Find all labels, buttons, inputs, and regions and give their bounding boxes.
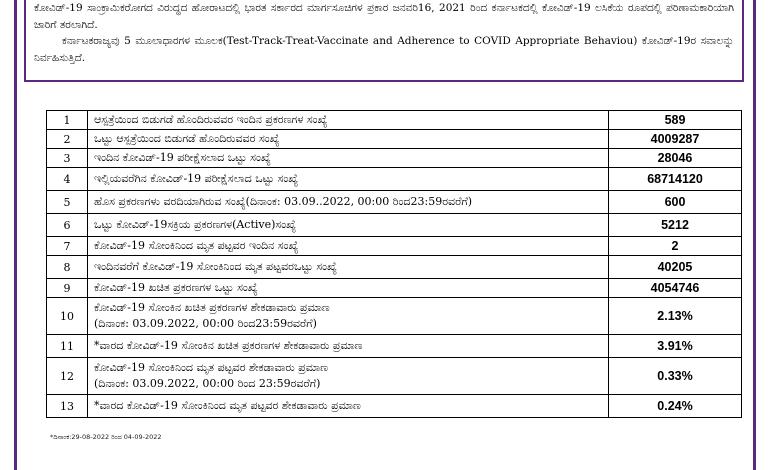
row-description: ಹೊಸ ಪ್ರಕರಣಗಳು ವರದಿಯಾಗಿರುವ ಸಂಖ್ಯೆ(ದಿನಾಂಕ: 03.09..2022, 00:00 ರಿಂದ23:59ರವರೆಗೆ) [88, 191, 609, 214]
row-description: ಆಸ್ಪತ್ರೆಯಿಂದ ಬಿಡುಗಡೆ ಹೊಂದಿರುವವರ ಇಂದಿನ ಪ್ರಕರಣಗಳ ಸಂಖ್ಯೆ [88, 111, 609, 130]
row-value: 0.33% [609, 358, 742, 395]
row-number: 2 [47, 130, 88, 149]
row-number: 5 [47, 191, 88, 214]
table-row [47, 214, 742, 237]
intro-paragraph-2: ಕರ್ನಾಟಕರಾಜ್ಯವು 5 ಮೂಲಾಧಾರಗಳ ಮೂಲಕ(Test-Track-Treat-Vaccinate and Adherence to COVID Appropriate Behaviou) ಕೋವಿಡ್-19ರ ಸವಾಲನ್ನು ನಿರ್ವಹಿಸುತ್ತಿದೆ. [34, 35, 734, 64]
row-value: 3.91% [609, 335, 742, 358]
row-number: 11 [47, 335, 88, 358]
intro-paragraph-1: ಕೋವಿಡ್-19 ಸಾಂಕ್ರಾಮಿಕರೋಗದ ವಿರುದ್ಧದ ಹೋರಾಟದಲ್ಲಿ ಭಾರತ ಸರ್ಕಾರದ ಮಾರ್ಗಸೂಚಿಗಳ ಪ್ರಕಾರ ಜನವರಿ16, 2021 ರಿಂದ ಕರ್ನಾಟಕದಲ್ಲಿ ಕೋವಿಡ್-19 ಲಸಿಕೆಯ ರೂಪದಲ್ಲಿ ಪರಿಣಾಮಕಾರಿಯಾಗಿ ಜಾರಿಗೆ ತರಲಾಗಿದೆ. [34, 2, 734, 31]
row-value: 2.13% [609, 298, 742, 335]
row-number: 8 [47, 256, 88, 279]
row-number: 10 [47, 298, 88, 335]
row-description: *ವಾರದ ಕೋವಿಡ್-19 ಸೋಂಕಿನ ಖಚಿತ ಪ್ರಕರಣಗಳ ಶೇಕಡಾವಾರು ಪ್ರಮಾಣ [88, 335, 609, 358]
table-row [47, 395, 742, 418]
table-row [47, 279, 742, 298]
row-number: 4 [47, 168, 88, 191]
table-row [47, 191, 742, 214]
table-row [47, 111, 742, 130]
row-value: 589 [609, 111, 742, 130]
row-description: ಒಟ್ಟು ಆಸ್ಪತ್ರೆಯಿಂದ ಬಿಡುಗಡೆ ಹೊಂದಿರುವವರ ಸಂಖ್ಯೆ [88, 130, 609, 149]
intro-box [24, 0, 744, 82]
row-value: 0.24% [609, 395, 742, 418]
row-value: 40205 [609, 256, 742, 279]
table-row [47, 358, 742, 395]
table-row [47, 149, 742, 168]
row-description: *ವಾರದ ಕೋವಿಡ್-19 ಸೋಂಕಿನಿಂದ ಮೃತ ಪಟ್ಟವರ ಶೇಕಡಾವಾರು ಪ್ರಮಾಣ [88, 395, 609, 418]
table-row [47, 256, 742, 279]
row-value: 68714120 [609, 168, 742, 191]
row-value: 28046 [609, 149, 742, 168]
row-value: 4054746 [609, 279, 742, 298]
row-description [88, 358, 609, 395]
row-description-line-1: ಕೋವಿಡ್-19 ಸೋಂಕಿನಿಂದ ಮೃತ ಪಟ್ಟವರ ಶೇಕಡಾವಾರು ಪ್ರಮಾಣ [94, 361, 328, 374]
row-value: 2 [609, 237, 742, 256]
row-description-line-2: (ದಿನಾಂಕ: 03.09.2022, 00:00 ರಿಂದ23:59ರವರೆಗೆ) [94, 317, 317, 330]
row-number: 7 [47, 237, 88, 256]
row-description: ಇಲ್ಲಿಯವರೆಗಿನ ಕೋವಿಡ್-19 ಪರೀಕ್ಷೆಸಲಾದ ಒಟ್ಟು ಸಂಖ್ಯೆ [88, 168, 609, 191]
table-row [47, 168, 742, 191]
row-number: 9 [47, 279, 88, 298]
row-description: ಕೋವಿಡ್-19 ಸೋಂಕಿನಿಂದ ಮೃತ ಪಟ್ಟವರ ಇಂದಿನ ಸಂಖ್ಯೆ [88, 237, 609, 256]
row-number: 13 [47, 395, 88, 418]
footnote: *ದಿನಾಂಕ:29-08-2022 ರಿಂದ 04-09-2022 [50, 433, 162, 441]
row-description: ಇಂದಿನ ಕೋವಿಡ್-19 ಪರೀಕ್ಷೆಸಲಾದ ಒಟ್ಟು ಸಂಖ್ಯೆ [88, 149, 609, 168]
table-row [47, 237, 742, 256]
row-description: ಒಟ್ಟು ಕೋವಿಡ್-19ಸಕ್ರಿಯ ಪ್ರಕರಣಗಳ(Active)ಸಂಖ್ಯೆ [88, 214, 609, 237]
row-description-line-2: (ದಿನಾಂಕ: 03.09.2022, 00:00 ರಿಂದ 23:59ರವರೆಗೆ) [94, 377, 321, 390]
row-number: 3 [47, 149, 88, 168]
table-row [47, 298, 742, 335]
row-number: 12 [47, 358, 88, 395]
row-number: 6 [47, 214, 88, 237]
row-number: 1 [47, 111, 88, 130]
covid-stats-table [46, 110, 742, 418]
row-value: 600 [609, 191, 742, 214]
row-value: 5212 [609, 214, 742, 237]
row-description-line-1: ಕೋವಿಡ್-19 ಸೋಂಕಿನ ಖಚಿತ ಪ್ರಕರಣಗಳ ಶೇಕಡಾವಾರು ಪ್ರಮಾಣ [94, 301, 330, 314]
row-description: ಕೋವಿಡ್-19 ಖಚಿತ ಪ್ರಕರಣಗಳ ಒಟ್ಟು ಸಂಖ್ಯೆ [88, 279, 609, 298]
table-row [47, 335, 742, 358]
row-description [88, 298, 609, 335]
row-value: 4009287 [609, 130, 742, 149]
row-description: ಇಂದಿನವರೆಗೆ ಕೋವಿಡ್-19 ಸೋಂಕಿನಿಂದ ಮೃತ ಪಟ್ಟವರಒಟ್ಟು ಸಂಖ್ಯೆ [88, 256, 609, 279]
table-row [47, 130, 742, 149]
